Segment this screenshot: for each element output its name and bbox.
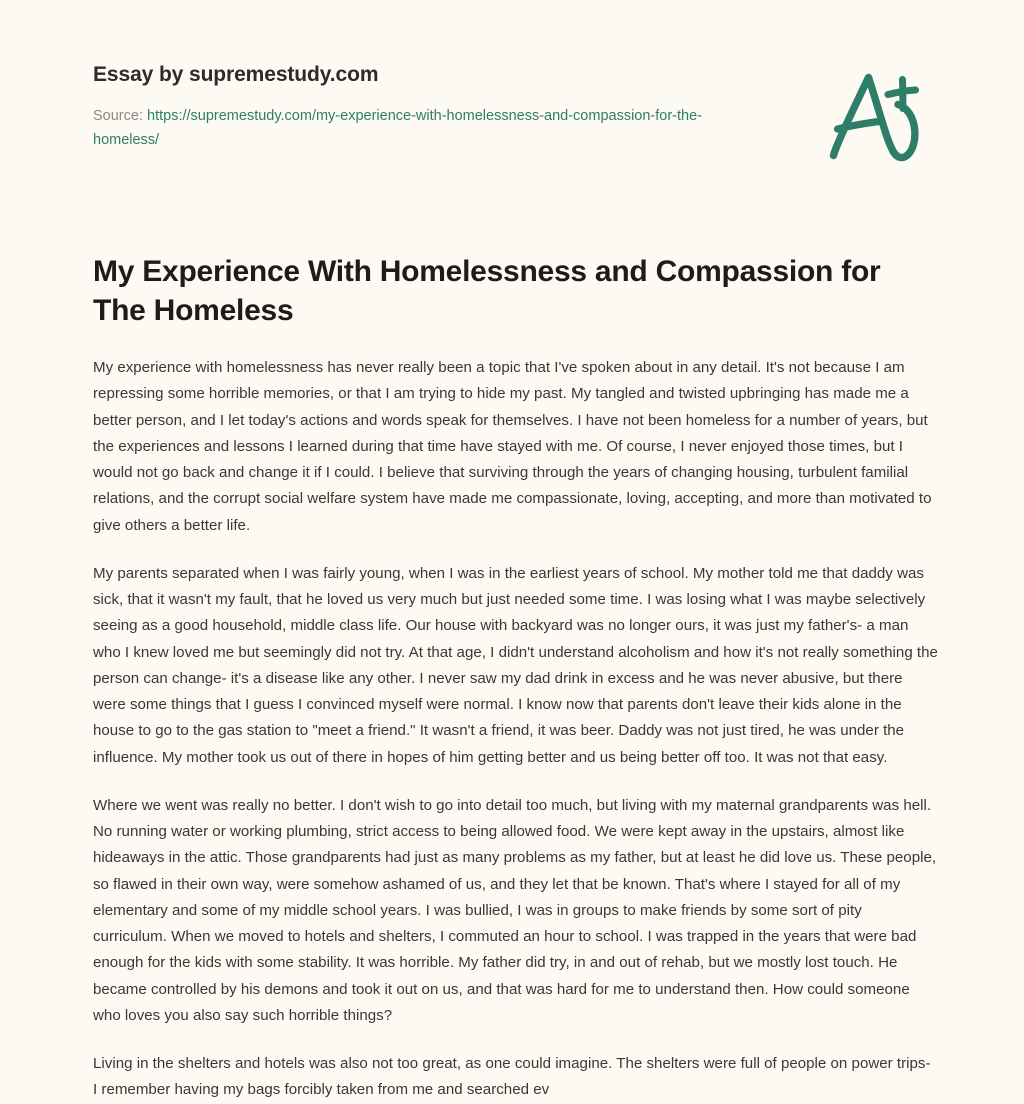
header-text-block [93,62,763,152]
document-header [0,0,1024,200]
article-body [93,355,938,1104]
article-paragraph: My parents separated when I was fairly young, when I was in the earliest years of school. My mother told me that daddy was sick, that it wasn't my fault, that he loved us very much but just needed some time. I was losing what I was maybe selectively seeing as a good household, middle class life. Our house with backyard was no longer ours, it was just my father's- a man who I knew loved me but seemingly did not try. At that age, I didn't understand alcoholism and how it's not really something the person can change- it's a disease like any other. I never saw my dad drink in excess and he was never abusive, but there were some things that I guess I convinced myself were normal. I know now that parents don't leave their kids alone in the house to go to the gas station to "meet a friend." It wasn't a friend, it was beer. Daddy was not just tired, he was under the influence. My mother took us out of there in hopes of him getting better and us being better off too. It was not that easy. [93,564,938,766]
article-container [93,252,938,1104]
source-url-link[interactable]: https://supremestudy.com/my-experience-with-homelessness-and-compassion-for-the-homeless/ [93,108,702,148]
essay-attribution: Essay by supremestudy.com [93,63,379,86]
source-label: Source: [93,108,143,125]
article-paragraph: Where we went was really no better. I don't wish to go into detail too much, but living with my maternal grandparents was hell. No running water or working plumbing, strict access to being allowed food. We were kept away in the upstairs, almost like hideaways in the attic. Those grandparents had just as many problems as my father, but at least he did love us. These people, so flawed in their own way, were somehow ashamed of us, and they let that be known. That's where I stayed for all of my elementary and some of my middle school years. I was bullied, I was in groups to make friends by some sort of pity curriculum. When we moved to hotels and shelters, I commuted an hour to school. I was trapped in the years that were bad enough for the kids with some stability. It was horrible. My father did try, in and out of rehab, but we mostly lost touch. He became controlled by his demons and took it out on us, and that was hard for me to understand then. How could someone who loves you also say such horrible things? [93,796,937,1024]
article-paragraph: Living in the shelters and hotels was also not too great, as one could imagine. The shelters were full of people on power trips- I remember having my bags forcibly taken from me and searched ev [93,1055,931,1099]
source-line [93,105,763,152]
article-paragraph: My experience with homelessness has never really been a topic that I've spoken about in any detail. It's not because I am repressing some horrible memories, or that I am trying to hide my past. My tangled and twisted upbringing has made me a better person, and I let today's actions and words speak for themselves. I have not been homeless for a number of years, but the experiences and lessons I learned during that time have stayed with me. Of course, I never enjoyed those times, but I would not go back and change it if I could. I believe that surviving through the years of changing housing, turbulent familial relations, and the corrupt social welfare system have made me compassionate, loving, accepting, and more than motivated to give others a better life. [93,359,932,534]
article-title: My Experience With Homelessness and Compassion for The Homeless [93,255,881,327]
a-plus-logo-icon [812,58,930,170]
